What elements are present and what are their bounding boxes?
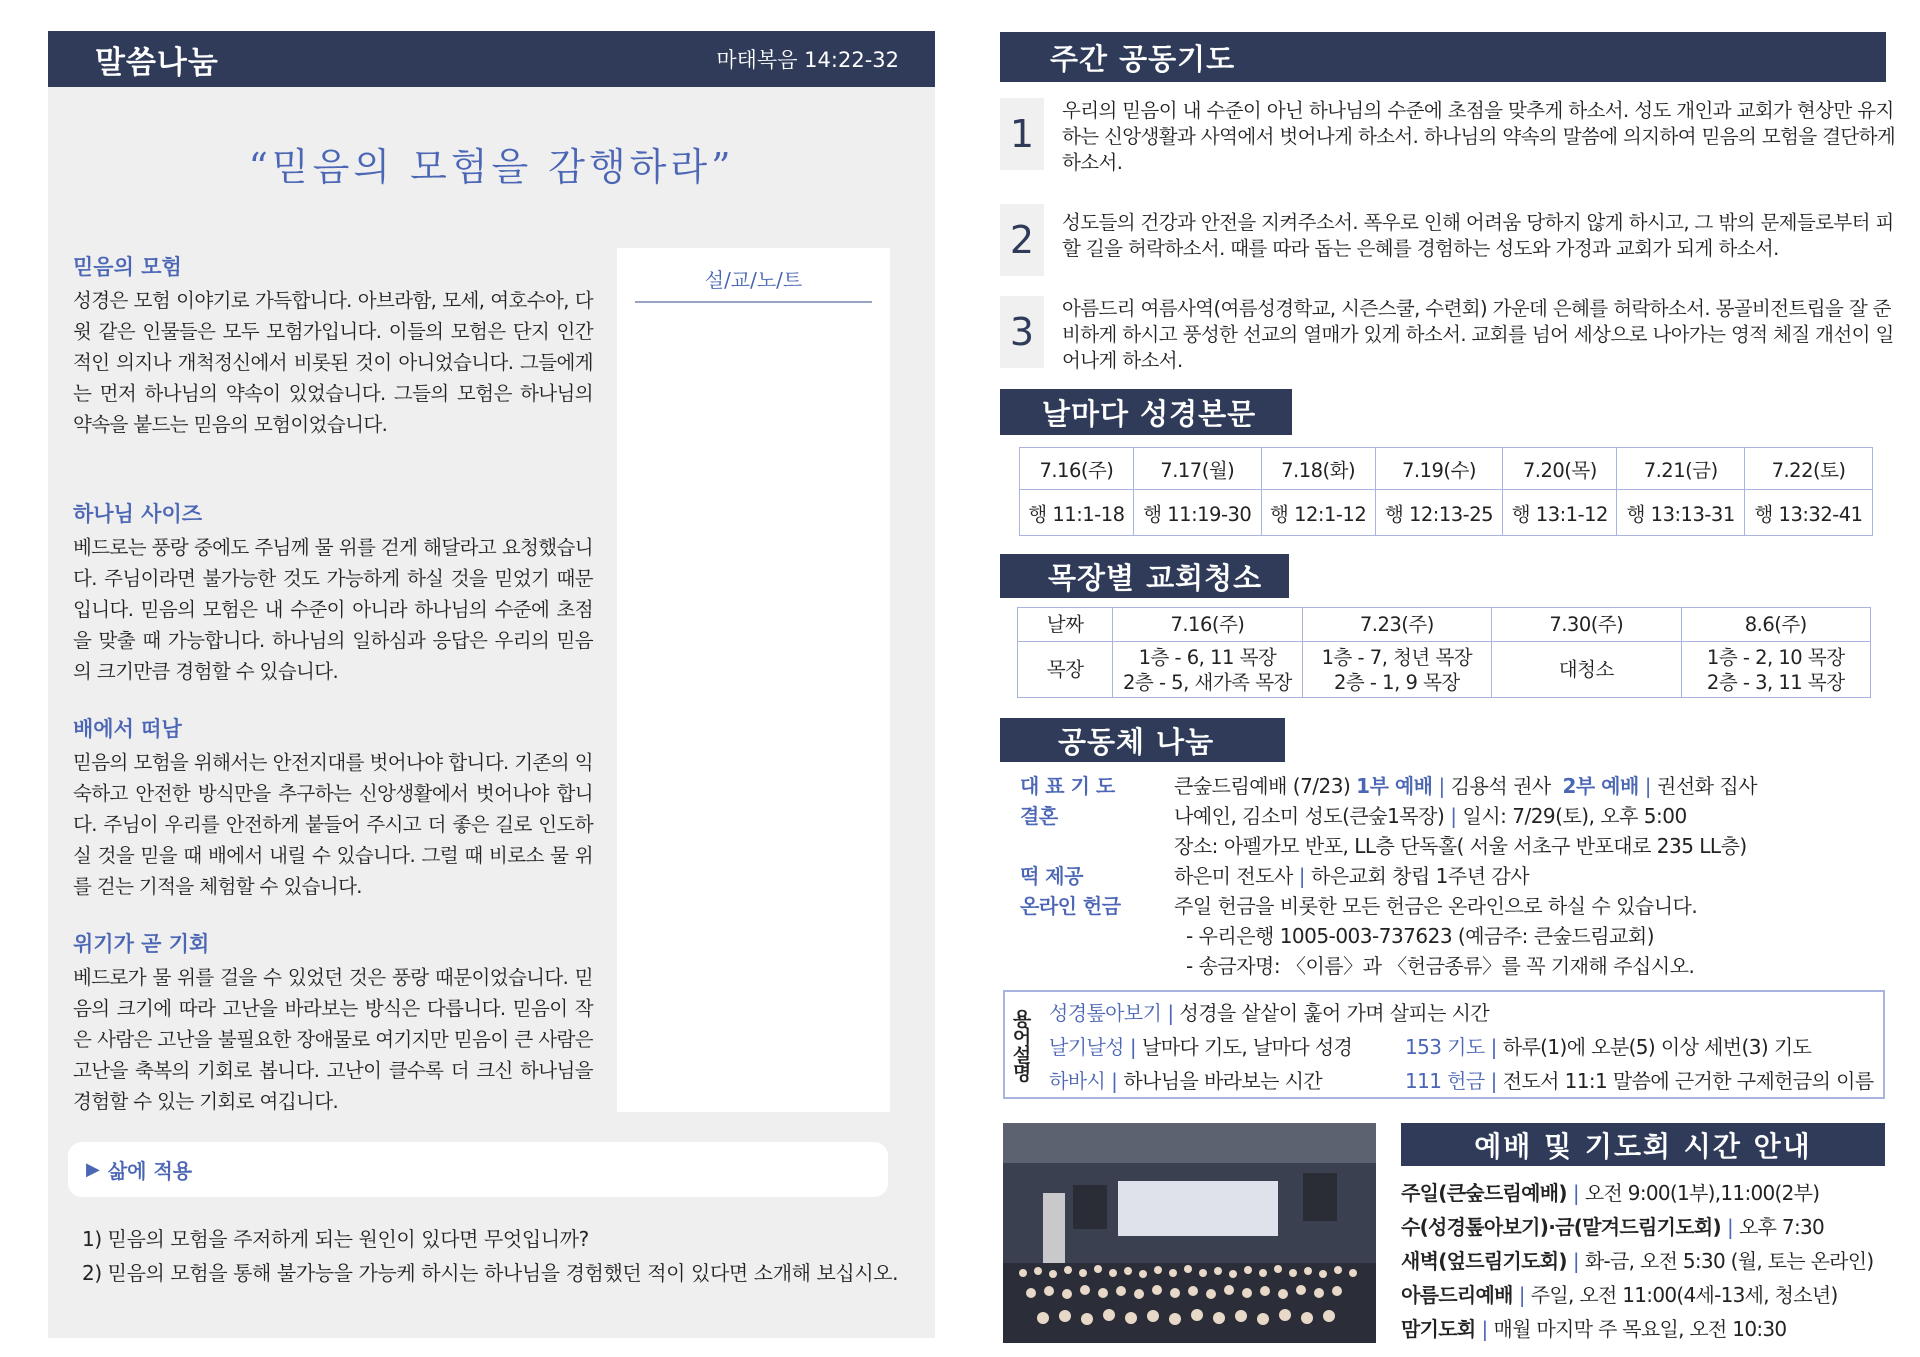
divider: |: [1490, 1035, 1497, 1059]
prayer-header: [1000, 32, 1886, 82]
community-list: [1020, 771, 1900, 981]
list-item: [1020, 891, 1900, 921]
list-item: [1401, 1210, 1901, 1244]
sermon-section-3: [73, 713, 593, 902]
daily-bible-title: 날마다 성경본문: [1042, 396, 1257, 431]
group-line: 2층 - 3, 11 목장: [1706, 670, 1845, 694]
prayer-number: 3: [1000, 296, 1044, 368]
list-item: [1020, 771, 1900, 801]
row-label: 날짜: [1018, 608, 1113, 642]
date-cell: 7.21(금): [1617, 448, 1745, 490]
schedule-key: 새벽(엎드림기도회): [1401, 1249, 1567, 1273]
cleaning-table: [1017, 607, 1871, 698]
question: 1) 믿음의 모험을 주저하게 되는 원인이 있다면 무엇입니까?: [82, 1227, 589, 1251]
terms-label: 용어설명: [1009, 1008, 1032, 1081]
cleaning-header: [1000, 554, 1289, 598]
schedule-key: 수(성경톺아보기)·금(맡겨드림기도회): [1401, 1215, 1721, 1239]
passage-cell: 행 12:13-25: [1375, 490, 1503, 536]
date-cell: 8.6(주): [1681, 608, 1870, 642]
divider: |: [1481, 1317, 1488, 1341]
list-item: [1020, 921, 1900, 951]
section-heading: 위기가 곧 기회: [73, 932, 210, 956]
term-key: 날기날성: [1049, 1035, 1124, 1059]
divider: |: [1518, 1283, 1525, 1307]
section-body: 성경은 모험 이야기로 가득합니다. 아브라함, 모세, 여호수아, 다윗 같은 인물들은 모두 모험가입니다. 이들의 모험은 단지 인간적인 의지나 개척정신에서 비롯된 것이 아니었습니다. 그들에게는 먼저 하나님의 약속이 있었습니다. 그들의 모험은 하나님의 약속을 붙드는 믿음의 모험이었습니다.: [73, 289, 593, 436]
list-item: [1020, 951, 1900, 981]
term-value: 성경을 샅샅이 훑어 가며 살피는 시간: [1179, 1001, 1490, 1025]
schedule-value: 주일, 오전 11:00(4세-13세, 청소년): [1530, 1283, 1838, 1307]
terms-box: [1003, 990, 1885, 1099]
photo-illustration: [1003, 1123, 1376, 1343]
term-value: 하나님을 바라보는 시간: [1123, 1069, 1323, 1093]
congregation-photo: [1003, 1123, 1376, 1343]
term-value: 전도서 11:1 말씀에 근거한 구제헌금의 이름: [1502, 1069, 1874, 1093]
item-key: 결혼: [1020, 804, 1058, 828]
divider: |: [1490, 1069, 1497, 1093]
triangle-right-icon: ▶: [86, 1159, 100, 1180]
schedule-value: 화-금, 오전 5:30 (월, 토는 온라인): [1584, 1249, 1874, 1273]
schedule-header: [1401, 1123, 1885, 1166]
item-text: 하은미 전도사: [1174, 864, 1293, 888]
group-line: 1층 - 7, 청년 목장: [1321, 645, 1473, 669]
item-text: 주일 헌금을 비롯한 모든 헌금은 온라인으로 하실 수 있습니다.: [1174, 894, 1698, 918]
list-item: [1401, 1244, 1901, 1278]
community-title: 공동체 나눔: [1058, 724, 1215, 759]
divider: |: [1298, 864, 1306, 888]
term-row: [1049, 1064, 1874, 1098]
prayer-number: 1: [1000, 98, 1044, 170]
prayer-number: 2: [1000, 204, 1044, 276]
terms-body: [1037, 992, 1874, 1097]
schedule-key: 맘기도회: [1401, 1317, 1476, 1341]
section-body: 믿음의 모험을 위해서는 안전지대를 벗어나야 합니다. 기존의 익숙하고 안전한 방식만을 추구하는 신앙생활에서 벗어나야 합니다. 주님이 우리를 안전하게 붙들어 주시고 더 좋은 길로 인도하실 것을 믿을 때 배에서 내릴 수 있습니다. 그럴 때 비로소 물 위를 걷는 기적을 체험할 수 있습니다.: [73, 751, 593, 898]
group-cell: [1302, 642, 1491, 698]
prayer-item-1: [1000, 98, 1900, 178]
term-row: [1049, 996, 1874, 1030]
divider: |: [1572, 1249, 1579, 1273]
daily-bible-table: [1019, 447, 1873, 536]
group-cell: [1492, 642, 1681, 698]
sermon-quote: “믿음의 모험을 감행하라”: [248, 145, 735, 189]
table-row: [1018, 608, 1871, 642]
apply-label: 삶에 적용: [107, 1159, 193, 1183]
item-key: 대 표 기 도: [1020, 774, 1115, 798]
divider: |: [1129, 1035, 1137, 1059]
table-row: [1018, 642, 1871, 698]
cleaning-title: 목장별 교회청소: [1048, 560, 1263, 595]
prayer-item-3: [1000, 296, 1900, 376]
item-key: 떡 제공: [1020, 864, 1083, 888]
item-key: 온라인 헌금: [1020, 894, 1121, 918]
list-item: [1020, 801, 1900, 831]
item-text: 권선화 집사: [1657, 774, 1757, 798]
spacer: [1020, 951, 1174, 981]
divider: |: [1438, 774, 1445, 798]
prayer-text: 아름드리 여름사역(여름성경학교, 시즌스쿨, 수련회) 가운데 은혜를 허락하소서. 몽골비전트립을 잘 준비하게 하시고 풍성한 선교의 열매가 있게 하소서. 교회를 넘어 세상으로 나아가는 영적 체질 개선이 일어나게 하소서.: [1062, 297, 1894, 372]
table-row: [1020, 448, 1873, 490]
section-heading: 하나님 사이즈: [73, 502, 203, 526]
group-line: 1층 - 2, 10 목장: [1706, 645, 1845, 669]
item-text: 나예인, 김소미 성도(큰숲1목장): [1174, 804, 1445, 828]
item-text: - 송금자명: 〈이름〉과 〈헌금종류〉를 꼭 기재해 주십시오.: [1186, 954, 1695, 978]
list-item: [1020, 861, 1900, 891]
group-line: 2층 - 1, 9 목장: [1333, 670, 1460, 694]
term-key: 하바시: [1049, 1069, 1106, 1093]
date-cell: 7.23(주): [1302, 608, 1491, 642]
community-header: [1000, 718, 1285, 762]
divider: |: [1644, 774, 1652, 798]
section-body: 베드로가 물 위를 걸을 수 있었던 것은 풍랑 때문이었습니다. 믿음의 크기에 따라 고난을 바라보는 방식은 다릅니다. 믿음이 작은 사람은 고난을 불필요한 장애물로 여기지만 믿음이 큰 사람은 고난을 축복의 기회로 봅니다. 고난이 클수록 더 크신 하나님을 경험할 수 있는 기회로 여깁니다.: [73, 966, 593, 1113]
schedule-value: 오전 9:00(1부),11:00(2부): [1584, 1181, 1820, 1205]
section-body: 베드로는 풍랑 중에도 주님께 물 위를 걷게 해달라고 요청했습니다. 주님이라면 불가능한 것도 가능하게 하실 것을 믿었기 때문입니다. 믿음의 모험은 내 수준이 아니라 하나님의 수준에 초점을 맞출 때 가능합니다. 하나님의 일하심과 응답은 우리의 믿음의 크기만큼 경험할 수 있습니다.: [73, 536, 593, 683]
term-value: 하루(1)에 오분(5) 이상 세번(3) 기도: [1502, 1035, 1812, 1059]
prayer-text: 성도들의 건강과 안전을 지켜주소서. 폭우로 인해 어려움 당하지 않게 하시고, 그 밖의 문제들로부터 피할 길을 허락하소서. 때를 따라 돕는 은혜를 경험하는 성도와 가정과 교회가 되게 하소서.: [1062, 211, 1894, 260]
term-key: 153 기도: [1405, 1035, 1485, 1059]
section-heading: 배에서 떠남: [73, 717, 182, 741]
item-text: 장소: 아펠가모 반포, LL층 단독홀( 서울 서초구 반포대로 235 LL층): [1174, 834, 1747, 858]
divider: |: [1572, 1181, 1579, 1205]
sermon-title: 말씀나눔: [95, 44, 219, 81]
table-row: [1020, 490, 1873, 536]
item-text: 일시: 7/29(토), 오후 5:00: [1462, 804, 1687, 828]
date-cell: 7.18(화): [1261, 448, 1375, 490]
divider: |: [1726, 1215, 1734, 1239]
date-cell: 7.19(수): [1375, 448, 1503, 490]
passage-cell: 행 13:1-12: [1503, 490, 1617, 536]
apply-bar: [68, 1142, 888, 1197]
sermon-note-box[interactable]: [617, 248, 890, 1112]
schedule-value: 매월 마지막 주 목요일, 오전 10:30: [1493, 1317, 1787, 1341]
spacer: [1020, 921, 1174, 951]
prayer-item-2: [1000, 210, 1900, 270]
spacer: [1020, 831, 1174, 861]
term-row: [1049, 1030, 1874, 1064]
prayer-text: 우리의 믿음이 내 수준이 아닌 하나님의 수준에 초점을 맞추게 하소서. 성도 개인과 교회가 현상만 유지하는 신앙생활과 사역에서 벗어나게 하소서. 하나님의 약속의 말씀에 의지하여 믿음의 모험을 결단하게 하소서.: [1062, 99, 1896, 174]
list-item: [1401, 1176, 1901, 1210]
scripture-reference: 마태복음 14:22-32: [716, 48, 899, 72]
schedule-key: 아름드리예배: [1401, 1283, 1513, 1307]
question: 2) 믿음의 모험을 통해 불가능을 가능케 하시는 하나님을 경험했던 적이 있다면 소개해 보십시오.: [82, 1261, 899, 1285]
passage-cell: 행 11:1-18: [1020, 490, 1134, 536]
item-text: 큰숲드림예배 (7/23): [1174, 774, 1351, 798]
apply-questions: [82, 1222, 922, 1290]
prayer-title: 주간 공동기도: [1050, 41, 1236, 76]
sermon-section-2: [73, 498, 593, 687]
date-cell: 7.30(주): [1492, 608, 1681, 642]
item-text: - 우리은행 1005-003-737623 (예금주: 큰숲드림교회): [1186, 924, 1655, 948]
term-value: 날마다 기도, 날마다 성경: [1142, 1035, 1353, 1059]
date-cell: 7.20(목): [1503, 448, 1617, 490]
note-title: 설/교/노/트: [635, 264, 872, 303]
schedule-value: 오후 7:30: [1739, 1215, 1825, 1239]
divider: |: [1111, 1069, 1118, 1093]
schedule-title: 예배 및 기도회 시간 안내: [1474, 1129, 1812, 1163]
sermon-header: [48, 31, 935, 87]
group-line: 1층 - 6, 11 목장: [1138, 645, 1277, 669]
row-label: 목장: [1018, 642, 1113, 698]
item-highlight: 2부 예배: [1562, 774, 1639, 798]
date-cell: 7.22(토): [1745, 448, 1873, 490]
group-cell: [1113, 642, 1302, 698]
passage-cell: 행 11:19-30: [1133, 490, 1261, 536]
group-line: 대청소: [1558, 658, 1614, 681]
passage-cell: 행 13:13-31: [1617, 490, 1745, 536]
divider: |: [1167, 1001, 1174, 1025]
sermon-section-1: [73, 251, 593, 440]
term-key: 성경톺아보기: [1049, 1001, 1162, 1025]
schedule-list: [1401, 1176, 1901, 1346]
group-line: 2층 - 5, 새가족 목장: [1123, 670, 1292, 694]
section-heading: 믿음의 모험: [73, 255, 182, 279]
item-text: 하은교회 창립 1주년 감사: [1311, 864, 1530, 888]
item-highlight: 1부 예배: [1356, 774, 1433, 798]
divider: |: [1450, 804, 1457, 828]
schedule-key: 주일(큰숲드림예배): [1401, 1181, 1567, 1205]
list-item: [1020, 831, 1900, 861]
daily-bible-header: [1000, 389, 1292, 435]
date-cell: 7.16(주): [1113, 608, 1302, 642]
list-item: [1401, 1312, 1901, 1346]
passage-cell: 행 13:32-41: [1745, 490, 1873, 536]
list-item: [1401, 1278, 1901, 1312]
sermon-section-4: [73, 928, 593, 1117]
date-cell: 7.16(주): [1020, 448, 1134, 490]
date-cell: 7.17(월): [1133, 448, 1261, 490]
term-key: 111 헌금: [1405, 1069, 1485, 1093]
passage-cell: 행 12:1-12: [1261, 490, 1375, 536]
group-cell: [1681, 642, 1870, 698]
item-text: 김용석 권사: [1450, 774, 1551, 798]
